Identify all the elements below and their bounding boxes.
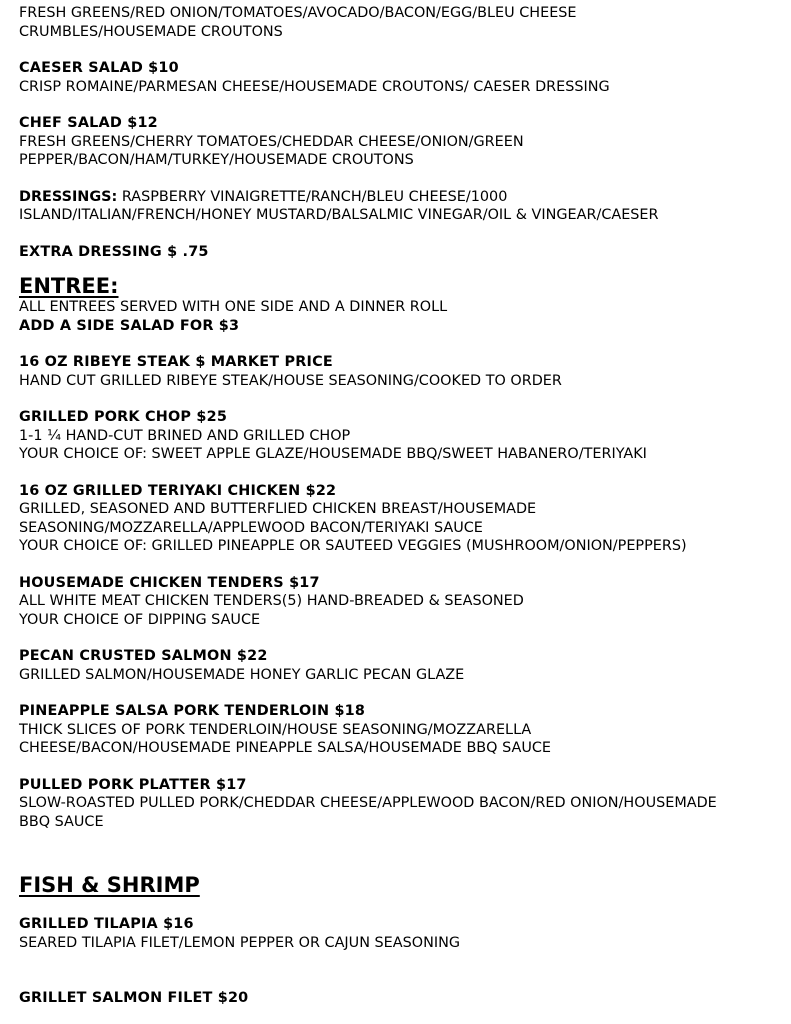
item-title: GRILLET SALMON FILET $20 (19, 990, 249, 1006)
chef-salad-item (19, 114, 785, 170)
item-description: SLOW-ROASTED PULLED PORK/CHEDDAR CHEESE/APPLEWOOD BACON/RED ONION/HOUSEMADE (19, 795, 717, 811)
menu-item (19, 574, 785, 630)
entree-section (19, 274, 785, 831)
item-description: THICK SLICES OF PORK TENDERLOIN/HOUSE SEASONING/MOZZARELLA (19, 721, 532, 738)
section-note: ALL ENTREES SERVED WITH ONE SIDE AND A DINNER ROLL (19, 299, 448, 315)
section-heading: ENTREE: (19, 274, 119, 298)
dressings-text: ISLAND/ITALIAN/FRENCH/HONEY MUSTARD/BALSALMIC VINEGAR/OIL & VINGEAR/CAESER (19, 207, 659, 223)
item-description: FRESH GREENS/RED ONION/TOMATOES/AVOCADO/BACON/EGG/BLEU CHEESE (19, 5, 577, 21)
item-title: PINEAPPLE SALSA PORK TENDERLOIN $18 (19, 703, 366, 719)
item-title: HOUSEMADE CHICKEN TENDERS $17 (19, 574, 320, 591)
item-description: HAND CUT GRILLED RIBEYE STEAK/HOUSE SEASONING/COOKED TO ORDER (19, 372, 562, 389)
item-title: CHEF SALAD $12 (19, 115, 158, 131)
menu-item (19, 702, 785, 758)
item-description: PEPPER/BACON/HAM/TURKEY/HOUSEMADE CROUTONS (19, 152, 414, 168)
item-description: SEARED TILAPIA FILET/LEMON PEPPER OR CAJUN SEASONING (19, 934, 461, 951)
item-description: YOUR CHOICE OF: GRILLED PINEAPPLE OR SAUTEED VEGGIES (MUSHROOM/ONION/PEPPERS) (19, 538, 687, 554)
item-description: BBQ SAUCE (19, 813, 104, 830)
item-title: 16 OZ GRILLED TERIYAKI CHICKEN $22 (19, 482, 337, 499)
item-description: FRESH GREENS/CHERRY TOMATOES/CHEDDAR CHEESE/ONION/GREEN (19, 133, 524, 150)
item-title: 16 OZ RIBEYE STEAK $ MARKET PRICE (19, 354, 333, 370)
menu-item (19, 776, 785, 832)
extra-dressing (19, 243, 785, 262)
section-note: ADD A SIDE SALAD FOR $3 (19, 317, 240, 334)
menu-item (19, 989, 785, 1008)
menu-item (19, 915, 785, 952)
menu-item (19, 353, 785, 390)
item-title: CAESER SALAD $10 (19, 60, 179, 76)
menu-item (19, 408, 785, 464)
dressings-list (19, 188, 785, 225)
item-title: GRILLED PORK CHOP $25 (19, 409, 228, 425)
item-description: CHEESE/BACON/HOUSEMADE PINEAPPLE SALSA/HOUSEMADE BBQ SAUCE (19, 740, 552, 756)
menu-item (19, 482, 785, 556)
item-description: GRILLED, SEASONED AND BUTTERFLIED CHICKEN BREAST/HOUSEMADE (19, 501, 537, 517)
item-description: ALL WHITE MEAT CHICKEN TENDERS(5) HAND-BREADED & SEASONED (19, 593, 524, 609)
item-title: PECAN CRUSTED SALMON $22 (19, 648, 268, 664)
house-salad-item (19, 4, 785, 41)
item-description: 1-1 ¼ HAND-CUT BRINED AND GRILLED CHOP (19, 427, 351, 444)
fish-shrimp-section (19, 873, 785, 1008)
dressings-line (19, 188, 785, 207)
dressings-label: DRESSINGS: (19, 188, 118, 205)
item-description: CRUMBLES/HOUSEMADE CROUTONS (19, 23, 283, 40)
item-description: YOUR CHOICE OF: SWEET APPLE GLAZE/HOUSEMADE BBQ/SWEET HABANERO/TERIYAKI (19, 446, 647, 462)
item-title: GRILLED TILAPIA $16 (19, 916, 194, 932)
item-description: YOUR CHOICE OF DIPPING SAUCE (19, 611, 261, 628)
item-title: EXTRA DRESSING $ .75 (19, 243, 209, 260)
section-heading: FISH & SHRIMP (19, 873, 200, 897)
menu-page (19, 4, 785, 1008)
item-description: GRILLED SALMON/HOUSEMADE HONEY GARLIC PECAN GLAZE (19, 666, 465, 683)
dressings-text: RASPBERRY VINAIGRETTE/RANCH/BLEU CHEESE/1000 (117, 188, 508, 205)
item-title: PULLED PORK PLATTER $17 (19, 776, 247, 793)
item-description: CRISP ROMAINE/PARMESAN CHEESE/HOUSEMADE CROUTONS/ CAESER DRESSING (19, 78, 610, 95)
caeser-salad-item (19, 59, 785, 96)
item-description: SEASONING/MOZZARELLA/APPLEWOOD BACON/TERIYAKI SAUCE (19, 519, 483, 536)
menu-item (19, 647, 785, 684)
